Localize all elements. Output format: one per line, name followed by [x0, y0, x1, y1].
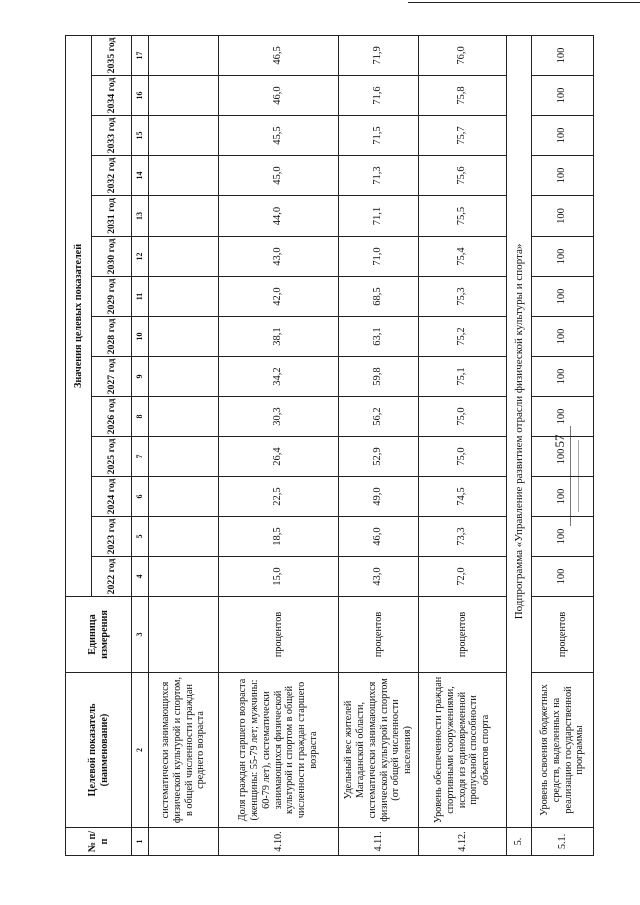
row-unit: процентов — [532, 597, 594, 673]
row-value: 18,5 — [219, 517, 339, 557]
row-value: 75,3 — [419, 277, 507, 317]
row-value: 100 — [532, 437, 594, 477]
row-value: 26,4 — [219, 437, 339, 477]
header-values-group: Значения целевых показателей — [66, 35, 92, 596]
row-value: 52,9 — [339, 437, 419, 477]
row-value: 59,8 — [339, 357, 419, 397]
row-value: 43,0 — [339, 557, 419, 597]
row-unit: процентов — [339, 597, 419, 673]
row-value: 71,1 — [339, 196, 419, 237]
row-indicator-name: Доля граждан старшего возраста (женщины: 55-79 лет; мужчины: 60-79 лет), систематически занимающихся физической культурой и спортом в общей численности граждан старшего возраста — [219, 673, 339, 828]
row-value — [149, 477, 219, 517]
row-value: 75,5 — [419, 196, 507, 237]
subprogram-row — [507, 35, 532, 855]
column-index: 2 — [132, 673, 149, 828]
row-value: 76,0 — [419, 35, 507, 75]
header-indicator: Целевой показатель (наименование) — [66, 673, 132, 828]
row-indicator-name: Удельный вес жителей Магаданской области, систематически занимающихся физической культурой и спортом (от общей численности населения) — [339, 673, 419, 828]
row-value: 46,0 — [219, 76, 339, 116]
row-unit — [149, 597, 219, 673]
header-year: 2035 год — [92, 35, 132, 75]
target-indicators-table — [65, 35, 594, 856]
row-value: 75,6 — [419, 156, 507, 196]
row-value: 75,0 — [419, 397, 507, 437]
column-index: 9 — [132, 357, 149, 397]
row-num: 4.12. — [419, 828, 507, 856]
row-value: 100 — [532, 397, 594, 437]
header-year: 2031 год — [92, 196, 132, 237]
header-num: № п/п — [66, 828, 132, 856]
top-rule — [408, 2, 640, 3]
row-value: 72,0 — [419, 557, 507, 597]
row-value: 63,1 — [339, 317, 419, 357]
header-year: 2027 год — [92, 357, 132, 397]
column-index: 17 — [132, 35, 149, 75]
row-value: 34,2 — [219, 357, 339, 397]
table-row — [219, 35, 339, 855]
column-index: 12 — [132, 237, 149, 277]
row-indicator-name: систематически занимающихся физической культурой и спортом, в общей численности граждан среднего возраста — [149, 673, 219, 828]
header-year: 2024 год — [92, 477, 132, 517]
page-number: 57 — [552, 434, 567, 448]
table-row — [532, 35, 594, 855]
row-value: 75,1 — [419, 357, 507, 397]
row-value — [149, 76, 219, 116]
row-unit: процентов — [419, 597, 507, 673]
row-value: 71,0 — [339, 237, 419, 277]
column-index: 5 — [132, 517, 149, 557]
row-value: 43,0 — [219, 237, 339, 277]
row-value: 75,7 — [419, 116, 507, 156]
header-year: 2026 год — [92, 397, 132, 437]
header-year: 2022 год — [92, 557, 132, 597]
row-num: 5.1. — [532, 828, 594, 856]
row-indicator-name: Уровень обеспеченности граждан спортивными сооружениями, исходя из единовременной пропускной способности объектов спорта — [419, 673, 507, 828]
row-indicator-name: Уровень освоения бюджетных средств, выделенных на реализацию государственной программы — [532, 673, 594, 828]
column-index: 14 — [132, 156, 149, 196]
row-value: 44,0 — [219, 196, 339, 237]
column-index: 6 — [132, 477, 149, 517]
row-value: 30,3 — [219, 397, 339, 437]
row-value: 15,0 — [219, 557, 339, 597]
column-index: 15 — [132, 116, 149, 156]
row-value: 71,3 — [339, 156, 419, 196]
row-value: 100 — [532, 357, 594, 397]
row-value: 100 — [532, 557, 594, 597]
row-num: 4.11. — [339, 828, 419, 856]
column-index: 1 — [132, 828, 149, 856]
column-index: 4 — [132, 557, 149, 597]
row-value: 49,0 — [339, 477, 419, 517]
header-unit: Единица измерения — [66, 597, 132, 673]
column-index: 13 — [132, 196, 149, 237]
row-value: 100 — [532, 156, 594, 196]
header-year: 2028 год — [92, 317, 132, 357]
column-index: 3 — [132, 597, 149, 673]
row-unit: процентов — [219, 597, 339, 673]
row-value: 100 — [532, 116, 594, 156]
row-value: 75,0 — [419, 437, 507, 477]
row-value — [149, 156, 219, 196]
column-index: 7 — [132, 437, 149, 477]
column-index: 10 — [132, 317, 149, 357]
header-year: 2023 год — [92, 517, 132, 557]
column-index: 16 — [132, 76, 149, 116]
row-value — [149, 517, 219, 557]
row-value: 71,5 — [339, 116, 419, 156]
row-value — [149, 557, 219, 597]
row-value — [149, 116, 219, 156]
header-year: 2034 год — [92, 76, 132, 116]
row-value: 100 — [532, 517, 594, 557]
row-value: 56,2 — [339, 397, 419, 437]
row-value: 75,8 — [419, 76, 507, 116]
row-value — [149, 317, 219, 357]
header-year: 2032 год — [92, 156, 132, 196]
row-num: 4.10. — [219, 828, 339, 856]
rotated-table-container — [65, 36, 586, 856]
row-value — [149, 437, 219, 477]
row-num — [149, 828, 219, 856]
row-value: 45,0 — [219, 156, 339, 196]
row-value: 100 — [532, 35, 594, 75]
row-value: 100 — [532, 76, 594, 116]
row-value: 100 — [532, 237, 594, 277]
row-value: 42,0 — [219, 277, 339, 317]
row-value — [149, 397, 219, 437]
subprogram-num: 5. — [507, 828, 532, 856]
row-value: 46,0 — [339, 517, 419, 557]
column-index: 11 — [132, 277, 149, 317]
row-value: 100 — [532, 277, 594, 317]
header-year: 2030 год — [92, 237, 132, 277]
row-value: 38,1 — [219, 317, 339, 357]
row-value — [149, 196, 219, 237]
header-year: 2029 год — [92, 277, 132, 317]
table-row — [419, 35, 507, 855]
row-value: 46,5 — [219, 35, 339, 75]
row-value — [149, 237, 219, 277]
subprogram-title: Подпрограмма «Управление развитием отрасли физической культуры и спорта» — [507, 35, 532, 827]
table-row-continued — [149, 35, 219, 855]
header-year: 2025 год — [92, 437, 132, 477]
column-index: 8 — [132, 397, 149, 437]
header-year: 2033 год — [92, 116, 132, 156]
row-value: 22,5 — [219, 477, 339, 517]
row-value: 68,5 — [339, 277, 419, 317]
row-value: 100 — [532, 317, 594, 357]
row-value: 75,2 — [419, 317, 507, 357]
row-value: 45,5 — [219, 116, 339, 156]
row-value: 73,3 — [419, 517, 507, 557]
row-value: 75,4 — [419, 237, 507, 277]
row-value — [149, 35, 219, 75]
table-row — [339, 35, 419, 855]
row-value: 71,9 — [339, 35, 419, 75]
row-value: 100 — [532, 477, 594, 517]
row-value: 100 — [532, 196, 594, 237]
row-value: 71,6 — [339, 76, 419, 116]
row-value: 74,5 — [419, 477, 507, 517]
row-value — [149, 357, 219, 397]
row-value — [149, 277, 219, 317]
